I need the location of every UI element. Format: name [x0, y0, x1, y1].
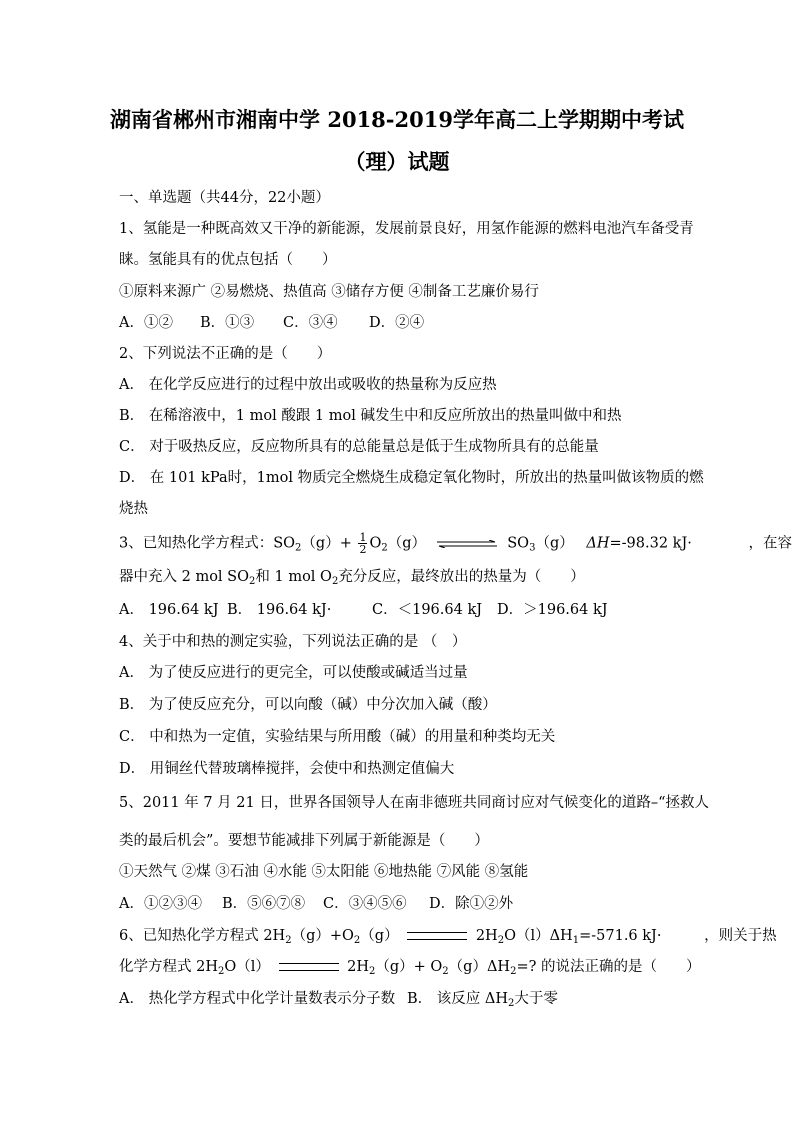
q5-stem-line2: 类的最后机会”。要想节能减排下列属于新能源是（ ）	[119, 833, 489, 849]
equilibrium-arrow-icon	[435, 540, 499, 548]
q6-equation-line: 6、已知热化学方程式 $2H_2(g)+O_2(g)$ $2H_2O(l)\Delta H_1=-571.6$ kJ· ，则关于热	[119, 928, 777, 946]
q3-stem-line2: 器中充入 2 mol $SO_2$和 1 mol $O_2$充分反应，最终放出的热量为（ ）	[119, 569, 585, 587]
section-heading: 一、单选题（共44分，22小题）	[119, 190, 330, 206]
q1-option-a: A．①②	[119, 315, 173, 331]
q2-option-b: B． 在稀溶液中，1 mol 酸跟 1 mol 碱发生中和反应所放出的热量叫做中和热	[119, 408, 622, 424]
q2-option-d-line1: D． 在 101 kPa时，1mol 物质完全燃烧生成稳定氧化物时，所放出的热量叫做该物质的燃	[119, 470, 704, 486]
q5-option-b: B．⑤⑥⑦⑧	[222, 896, 306, 912]
q1-items: ①原料来源广 ②易燃烧、热值高 ③储存方便 ④制备工艺廉价易行	[119, 284, 539, 300]
q3-option-b: B． 196.64 kJ·	[227, 602, 332, 618]
q5-stem-line1: 5、2011 年 7 月 21 日，世界各国领导人在南非德班共同商讨应对气候变化的道路–“拯救人	[119, 795, 710, 811]
q2-option-c: C． 对于吸热反应，反应物所具有的总能量总是低于生成物所具有的总能量	[119, 439, 599, 455]
q1-option-c: C．③④	[283, 315, 338, 331]
page-subtitle: （理）试题	[344, 149, 450, 174]
q2-option-d-line2: 烧热	[119, 501, 148, 517]
q2-option-a: A． 在化学反应进行的过程中放出或吸收的热量称为反应热	[119, 377, 497, 393]
q1-stem-line2: 睐。氢能具有的优点包括（ ）	[119, 252, 337, 268]
q3-option-d: D．＞196.64 kJ	[497, 602, 608, 618]
q3-option-a: A． 196.64 kJ	[119, 602, 219, 618]
q4-option-c: C． 中和热为一定值，实验结果与所用酸（碱）的用量和种类均无关	[119, 729, 556, 745]
q3-equation-line: 3、已知热化学方程式：$SO_2(g)+$ $\frac{1}{2}$ $O_2(g)$ $SO_3(g)$ ΔH=-98.32 kJ· ，在容	[119, 531, 792, 556]
q3-option-c: C．＜196.64 kJ	[372, 602, 483, 618]
q1-option-b: B．①③	[200, 315, 255, 331]
reaction-equals-icon	[407, 932, 467, 940]
q5-option-a: A．①②③④	[119, 896, 202, 912]
q4-option-a: A． 为了使反应进行的更完全，可以使酸或碱适当过量	[119, 665, 468, 681]
q5-items: ①天然气 ②煤 ③石油 ④水能 ⑤太阳能 ⑥地热能 ⑦风能 ⑧氢能	[119, 864, 529, 880]
q5-option-c: C．③④⑤⑥	[323, 896, 407, 912]
q5-option-d: D．除①②外	[429, 896, 514, 912]
reaction-equals-icon	[279, 963, 339, 971]
q4-stem: 4、关于中和热的测定实验，下列说法正确的是 （ ）	[119, 634, 467, 650]
q2-stem: 2、下列说法不正确的是（ ）	[119, 346, 332, 362]
q1-option-d: D．②④	[369, 315, 425, 331]
q4-option-d: D． 用铜丝代替玻璃棒搅拌，会使中和热测定值偏大	[119, 761, 455, 777]
q6-option-a: A． 热化学方程式中化学计量数表示分子数	[119, 991, 396, 1007]
q4-option-b: B． 为了使反应充分，可以向酸（碱）中分次加入碱（酸）	[119, 697, 497, 713]
fraction-one-half: $\frac{1}{2}$	[359, 531, 367, 556]
page-title: 湖南省郴州市湘南中学 2018-2019学年高二上学期期中考试	[110, 107, 684, 132]
q1-stem-line1: 1、氢能是一种既高效又干净的新能源，发展前景良好，用氢作能源的燃料电池汽车备受青	[119, 221, 694, 237]
q6-option-b: B． 该反应 $\Delta H_2$大于零	[407, 991, 558, 1009]
q6-stem-line2: 化学方程式 $2H_2O(l)$ $2H_2(g)+ O_2(g)\Delta H_2=$? 的说法正确的是（ ）	[119, 959, 701, 977]
